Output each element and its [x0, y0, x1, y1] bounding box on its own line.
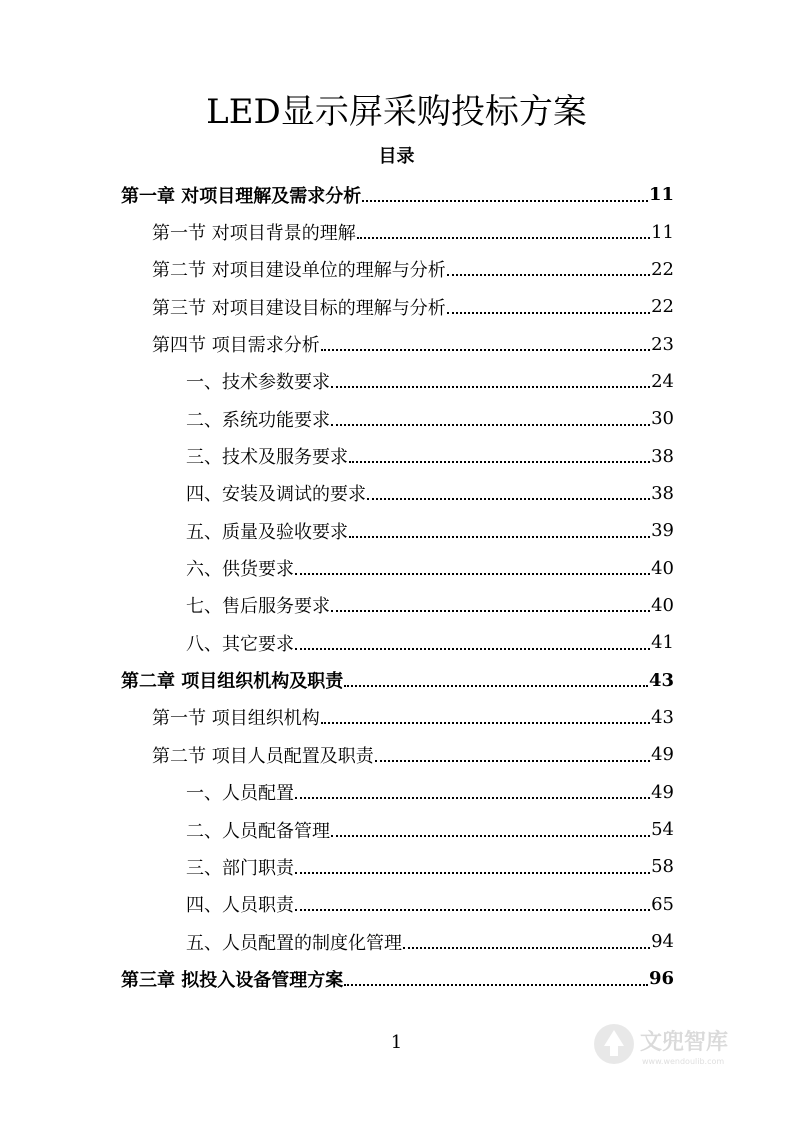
toc-leader-dots [321, 349, 650, 351]
watermark-logo [588, 1016, 768, 1074]
toc-leader-dots [349, 461, 650, 463]
toc-entry-page-number: 94 [651, 931, 674, 953]
toc-entry-label: 第二节 项目人员配置及职责 [152, 745, 374, 767]
toc-entry[interactable] [0, 848, 674, 885]
toc-entry[interactable] [0, 251, 674, 288]
toc-leader-dots [367, 498, 650, 500]
toc-entry[interactable] [0, 699, 674, 736]
toc-entry-label: 第一节 对项目背景的理解 [152, 223, 356, 245]
toc-leader-dots [295, 872, 650, 874]
toc-entry[interactable] [0, 661, 674, 698]
toc-entry[interactable] [0, 176, 674, 213]
toc-entry-page-number: 23 [651, 333, 674, 355]
toc-entry-label: 第二章 项目组织机构及职责 [121, 671, 344, 693]
toc-leader-dots [447, 274, 650, 276]
toc-leader-dots [447, 312, 650, 314]
toc-entry-label: 第三章 拟投入设备管理方案 [121, 969, 344, 991]
toc-entry-label: 二、系统功能要求 [186, 409, 330, 431]
toc-entry-page-number: 65 [651, 893, 674, 915]
toc-leader-dots [403, 947, 650, 949]
toc-leader-dots [344, 685, 648, 687]
toc-entry[interactable] [0, 811, 674, 848]
toc-entry-page-number: 38 [651, 445, 674, 467]
toc-entry[interactable] [0, 960, 674, 997]
toc-leader-dots [331, 424, 650, 426]
toc-entry-label: 四、安装及调试的要求 [186, 484, 366, 506]
toc-entry[interactable] [0, 213, 674, 250]
toc-entry-page-number: 43 [651, 706, 674, 728]
toc-entry-label: 第二节 对项目建设单位的理解与分析 [152, 260, 446, 282]
toc-entry-page-number: 22 [651, 296, 674, 318]
toc-entry-label: 五、人员配置的制度化管理 [186, 932, 402, 954]
toc-entry-label: 八、其它要求 [186, 633, 294, 655]
toc-entry-page-number: 96 [648, 968, 674, 990]
toc-entry-page-number: 58 [651, 856, 674, 878]
page-number: 1 [390, 1032, 403, 1053]
toc-leader-dots [331, 386, 650, 388]
toc-entry[interactable] [0, 774, 674, 811]
toc-entry[interactable] [0, 437, 674, 474]
toc-entry-page-number: 43 [648, 669, 674, 691]
watermark-logo-url: www.wendoulib.com [642, 1057, 725, 1066]
toc-leader-dots [344, 984, 648, 986]
toc-leader-dots [295, 573, 650, 575]
toc-heading: 目录 [378, 146, 415, 167]
toc-entry-label: 三、技术及服务要求 [186, 447, 348, 469]
watermark-logo-text: 文兜智库 [640, 1030, 729, 1055]
toc-entry[interactable] [0, 288, 674, 325]
toc-entry[interactable] [0, 512, 674, 549]
toc-leader-dots [321, 722, 650, 724]
toc-leader-dots [331, 610, 650, 612]
toc-entry-label: 一、人员配置 [186, 783, 294, 805]
toc-entry-label: 二、人员配备管理 [186, 820, 330, 842]
toc-entry-page-number: 40 [651, 594, 674, 616]
toc-entry[interactable] [0, 400, 674, 437]
toc-entry-page-number: 49 [651, 744, 674, 766]
toc-entry[interactable] [0, 736, 674, 773]
toc-entry-label: 一、技术参数要求 [186, 372, 330, 394]
toc-entry[interactable] [0, 587, 674, 624]
toc-entry-page-number: 22 [651, 258, 674, 280]
toc-entry-label: 三、部门职责 [186, 857, 294, 879]
toc-entry-label: 第三节 对项目建设目标的理解与分析 [152, 297, 446, 319]
toc-leader-dots [331, 835, 650, 837]
toc-entry-page-number: 38 [651, 482, 674, 504]
toc-entry[interactable] [0, 624, 674, 661]
toc-entry-label: 四、人员职责 [186, 895, 294, 917]
toc-leader-dots [295, 909, 650, 911]
toc-entry[interactable] [0, 475, 674, 512]
toc-entry-page-number: 49 [651, 781, 674, 803]
toc-entry-page-number: 30 [651, 408, 674, 430]
toc-leader-dots [375, 760, 650, 762]
toc-entry[interactable] [0, 886, 674, 923]
toc-entry-page-number: 41 [651, 632, 674, 654]
toc-entry-page-number: 24 [651, 370, 674, 392]
toc-leader-dots [295, 797, 650, 799]
table-of-contents [0, 176, 793, 998]
toc-entry[interactable] [0, 363, 674, 400]
toc-leader-dots [362, 200, 648, 202]
toc-leader-dots [349, 536, 650, 538]
document-title: LED显示屏采购投标方案 [206, 92, 587, 132]
toc-entry-page-number: 11 [651, 221, 674, 243]
toc-entry-label: 六、供货要求 [186, 559, 294, 581]
toc-entry[interactable] [0, 923, 674, 960]
toc-entry-label: 第四节 项目需求分析 [152, 335, 320, 357]
toc-entries [0, 176, 674, 998]
toc-leader-dots [357, 237, 650, 239]
toc-entry-label: 第一章 对项目理解及需求分析 [121, 185, 362, 207]
toc-entry-page-number: 39 [651, 520, 674, 542]
toc-entry-page-number: 54 [651, 819, 674, 841]
toc-leader-dots [295, 648, 650, 650]
toc-entry[interactable] [0, 325, 674, 362]
toc-entry-label: 五、质量及验收要求 [186, 521, 348, 543]
toc-entry-label: 七、售后服务要求 [186, 596, 330, 618]
toc-entry-page-number: 11 [648, 184, 674, 206]
toc-entry-page-number: 40 [651, 557, 674, 579]
toc-entry[interactable] [0, 549, 674, 586]
toc-entry-label: 第一节 项目组织机构 [152, 708, 320, 730]
